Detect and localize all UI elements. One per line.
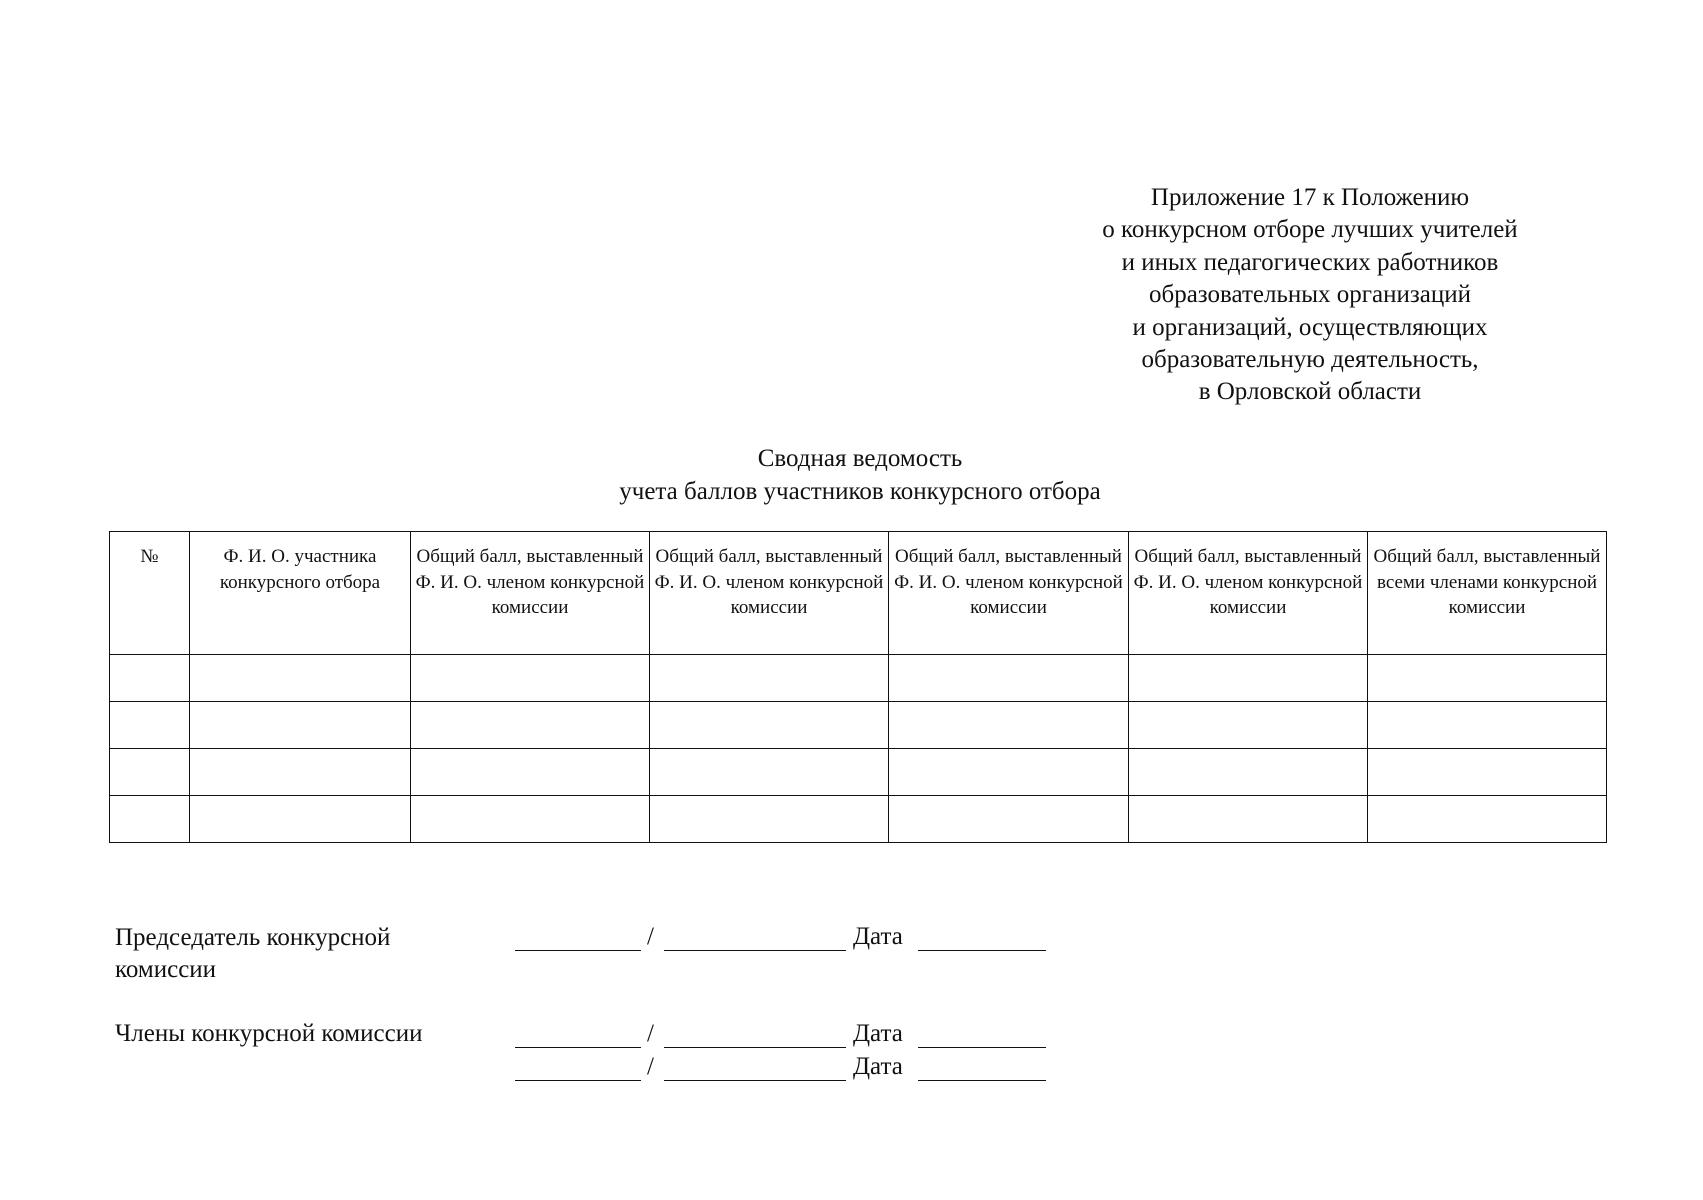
member-signature-line (515, 1080, 641, 1081)
member-date-label: Дата (853, 1053, 903, 1080)
table-cell (650, 655, 889, 702)
appendix-line: и иных педагогических работников (1121, 248, 1499, 276)
header-member-score: Общий балл, выставленный Ф. И. О. членом конкурсной комиссии (1129, 532, 1368, 655)
table-cell (110, 702, 190, 749)
appendix-header (1050, 182, 1570, 409)
appendix-line: образовательных организаций (1148, 281, 1471, 309)
table-cell (190, 749, 411, 796)
table-cell (411, 796, 650, 843)
table-cell (190, 702, 411, 749)
member-slash: / (647, 1053, 654, 1080)
table-cell (110, 749, 190, 796)
table-cell (1129, 796, 1368, 843)
chair-label-line-1: Председатель конкурсной (115, 924, 391, 951)
table-cell (411, 702, 650, 749)
table-row (110, 655, 1607, 702)
table-header-row (110, 532, 1607, 655)
table-cell (110, 655, 190, 702)
header-number: № (110, 532, 190, 655)
table-cell (1368, 796, 1607, 843)
chair-slash: / (647, 923, 654, 950)
chair-label-line-2: комиссии (115, 956, 217, 983)
table-row (110, 702, 1607, 749)
table-cell (650, 749, 889, 796)
table-cell (1129, 655, 1368, 702)
title-line-1: Сводная ведомость (757, 445, 963, 472)
member-slash: / (647, 1020, 654, 1047)
header-member-score: Общий балл, выставленный Ф. И. О. членом конкурсной комиссии (411, 532, 650, 655)
table-cell (110, 796, 190, 843)
table-cell (1368, 749, 1607, 796)
appendix-line: образовательную деятельность, (1141, 346, 1479, 374)
table-cell (1368, 702, 1607, 749)
table-cell (1368, 655, 1607, 702)
header-participant-name: Ф. И. О. участника конкурсного отбора (190, 532, 411, 655)
score-ledger-table (109, 531, 1607, 843)
table-cell (411, 749, 650, 796)
appendix-line: о конкурсном отборе лучших учителей (1102, 216, 1518, 244)
member-name-line (664, 1080, 846, 1081)
title-line-2: учета баллов участников конкурсного отбора (619, 478, 1101, 505)
member-date-line (918, 1047, 1046, 1048)
table-cell (889, 796, 1129, 843)
member-signature-line (515, 1047, 641, 1048)
table-cell (889, 655, 1129, 702)
member-date-line (918, 1080, 1046, 1081)
table-cell (190, 796, 411, 843)
table-cell (411, 655, 650, 702)
table-cell (1129, 702, 1368, 749)
member-name-line (664, 1047, 846, 1048)
table-cell (650, 796, 889, 843)
chair-date-label: Дата (853, 923, 903, 950)
table-cell (889, 702, 1129, 749)
chair-signature-label (115, 922, 390, 986)
header-total-score: Общий балл, выставленный всеми членами конкурсной комиссии (1368, 532, 1607, 655)
table-row (110, 749, 1607, 796)
member-date-label: Дата (853, 1020, 903, 1047)
members-signature-label: Члены конкурсной комиссии (115, 1020, 423, 1047)
table-cell (650, 702, 889, 749)
appendix-line: в Орловской области (1198, 378, 1422, 406)
header-member-score: Общий балл, выставленный Ф. И. О. членом конкурсной комиссии (889, 532, 1129, 655)
table-cell (889, 749, 1129, 796)
table-row (110, 796, 1607, 843)
table-cell (190, 655, 411, 702)
chair-date-line (918, 950, 1046, 951)
table-body (110, 655, 1607, 843)
chair-name-line (664, 950, 846, 951)
chair-signature-line (515, 950, 641, 951)
table-cell (1129, 749, 1368, 796)
appendix-line: и организаций, осуществляющих (1132, 313, 1488, 341)
document-title (460, 442, 1260, 508)
appendix-line: Приложение 17 к Положению (1150, 184, 1470, 211)
header-member-score: Общий балл, выставленный Ф. И. О. членом конкурсной комиссии (650, 532, 889, 655)
